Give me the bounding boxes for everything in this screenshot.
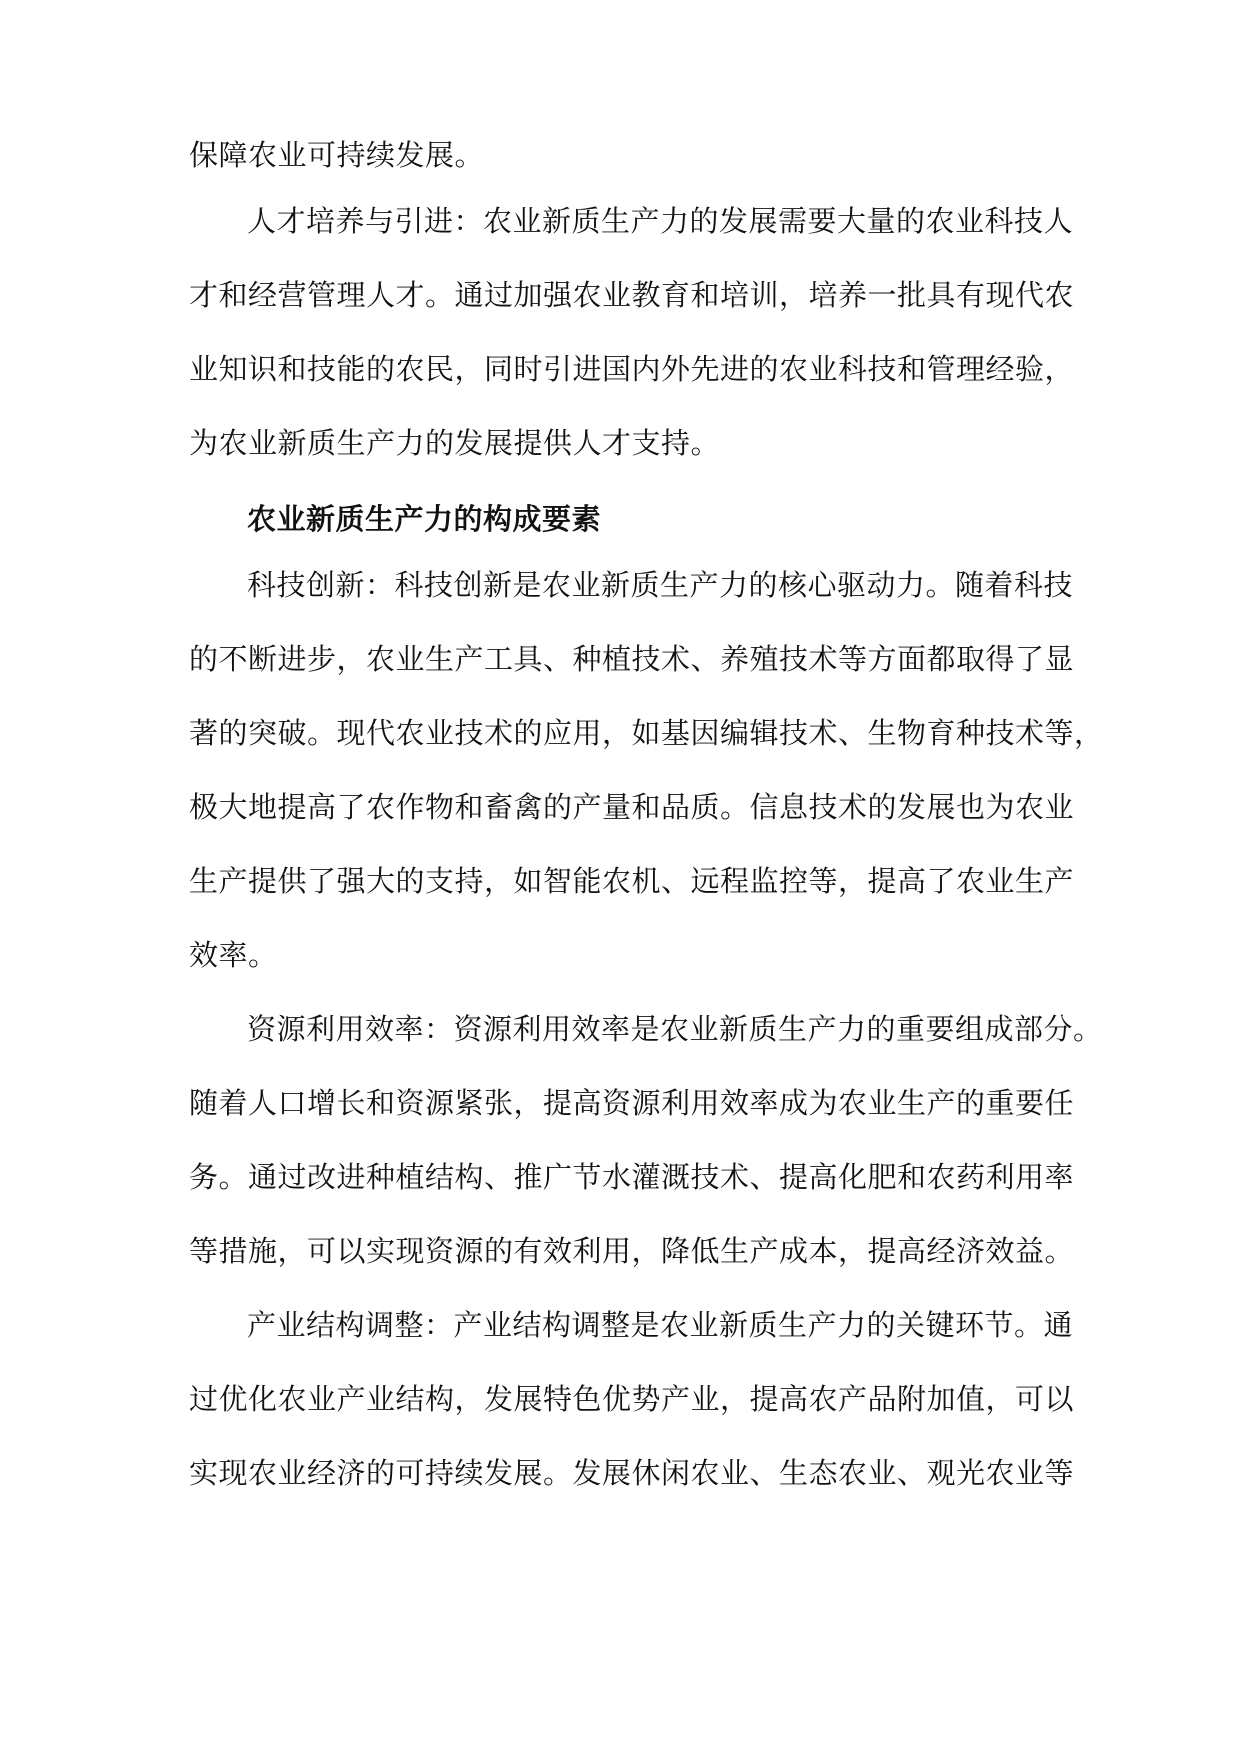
section-heading: 农业新质生产力的构成要素	[247, 502, 602, 536]
text-line: 随着人口增长和资源紧张，提高资源利用效率成为农业生产的重要任	[189, 1086, 1075, 1120]
text-line: 的不断进步，农业生产工具、种植技术、养殖技术等方面都取得了显	[189, 642, 1075, 676]
text-line: 务。通过改进种植结构、推广节水灌溉技术、提高化肥和农药利用率	[189, 1160, 1075, 1194]
text-line: 为农业新质生产力的发展提供人才支持。	[189, 426, 721, 460]
text-line: 生产提供了强大的支持，如智能农机、远程监控等，提高了农业生产	[189, 864, 1075, 898]
text-line: 著的突破。现代农业技术的应用，如基因编辑技术、生物育种技术等，	[189, 716, 1104, 750]
text-line: 实现农业经济的可持续发展。发展休闲农业、生态农业、观光农业等	[189, 1456, 1075, 1490]
text-line: 过优化农业产业结构，发展特色优势产业，提高农产品附加值，可以	[189, 1382, 1075, 1416]
text-line: 产业结构调整：产业结构调整是农业新质生产力的关键环节。通	[247, 1308, 1074, 1342]
text-line: 业知识和技能的农民，同时引进国内外先进的农业科技和管理经验，	[189, 352, 1075, 386]
text-line: 保障农业可持续发展。	[189, 138, 485, 172]
paragraph-industry-structure	[189, 1288, 1075, 1510]
text-line: 资源利用效率：资源利用效率是农业新质生产力的重要组成部分。	[247, 1012, 1103, 1046]
paragraph-tech-innovation	[189, 548, 1104, 992]
paragraph-continuation	[189, 118, 1069, 192]
text-line: 才和经营管理人才。通过加强农业教育和培训，培养一批具有现代农	[189, 278, 1075, 312]
paragraph-resource-efficiency	[189, 992, 1103, 1288]
text-line: 科技创新：科技创新是农业新质生产力的核心驱动力。随着科技	[247, 568, 1074, 602]
section-heading-block	[189, 482, 1069, 556]
text-line: 人才培养与引进：农业新质生产力的发展需要大量的农业科技人	[247, 204, 1074, 238]
paragraph-talent	[189, 184, 1075, 480]
text-line: 等措施，可以实现资源的有效利用，降低生产成本，提高经济效益。	[189, 1234, 1075, 1268]
text-line: 极大地提高了农作物和畜禽的产量和品质。信息技术的发展也为农业	[189, 790, 1075, 824]
text-line: 效率。	[189, 938, 278, 972]
